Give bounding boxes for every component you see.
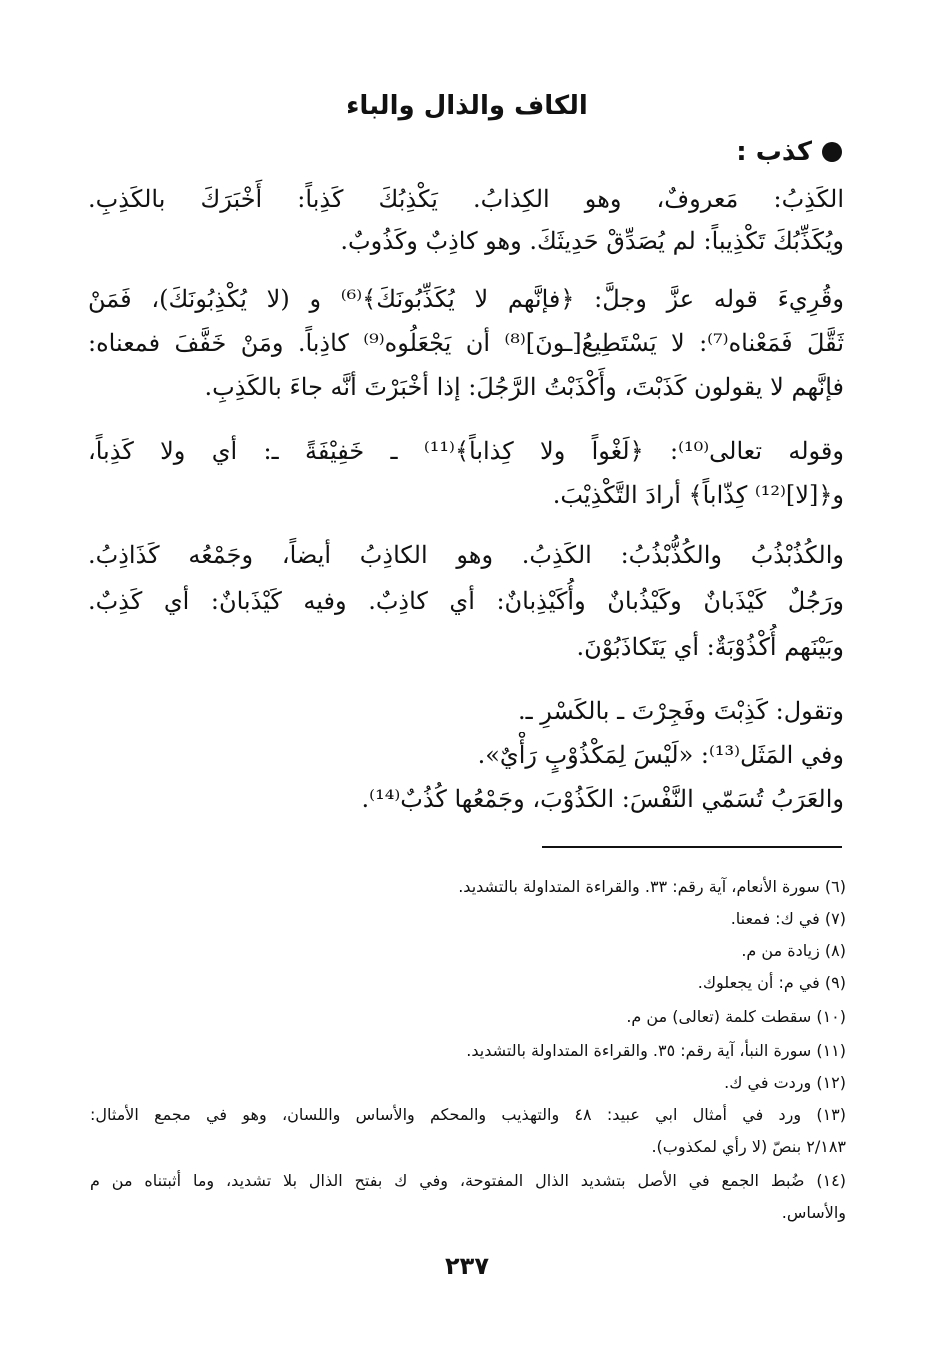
footnote: (٩) في م: أن يجعلوك. xyxy=(697,973,846,992)
body-line: وقوله تعالى⁽¹⁰⁾: ﴿لَغْواً ولا كِذاباً﴾⁽¹¹⁾ ـ خَفِيْفَةً ـ: أي ولا كَذِباً، xyxy=(88,437,844,465)
body-line: وفي المَثَل⁽¹³⁾: «لَيْسَ لِمَكْذُوْبٍ رَأْيٌ». xyxy=(477,741,844,769)
footnote: (٨) زيادة من م. xyxy=(741,941,846,960)
body-line: والكُذُبْذُبُ والكُذُّبْذُبُ: الكَذِبُ. وهو الكاذِبُ أيضاً، وجَمْعُه كَذَاذِبُ. xyxy=(88,541,844,569)
body-line: وتقول: كَذِبْتَ وفَجِرْتَ ـ بالكَسْرِ ـ. xyxy=(517,697,844,725)
footnote: (١٢) وردت في ك. xyxy=(724,1073,846,1092)
page-number: ٢٣٧ xyxy=(445,1252,489,1280)
body-line: ثَقَّلَ فَمَعْناه⁽⁷⁾: لا يَسْتَطِيعُ[ـونَ]⁽⁸⁾ أن يَجْعَلُوه⁽⁹⁾ كاذِباً. ومَنْ خَفَّفَ فمعناه: xyxy=(88,329,844,357)
footnote-continuation: ٢/١٨٣ بنصّ (لا رأي لمكذوب). xyxy=(651,1137,846,1156)
body-line: ورَجُلٌ كَيْذَبانٌ وكَيْذُبانٌ وأُكَيْذِبانٌ: أي كاذِبٌ. وفيه كَيْذَبانٌ: أي كَذِبٌ. xyxy=(88,587,844,615)
bullet-icon xyxy=(822,142,842,162)
entry-headword-text: كذب : xyxy=(736,137,812,167)
footnote: (١٣) ورد في أمثال ابي عبيد: ٤٨ والتهذيب والمحكم والأساس واللسان، وهو في مجمع الأمثال: xyxy=(90,1105,847,1124)
body-line: والعَرَبُ تُسَمّي النَّفْسَ: الكَذُوْبَ، وجَمْعُها كُذُبٌ⁽¹⁴⁾. xyxy=(361,785,844,813)
footnote: (٧) في ك: فمعنا. xyxy=(730,909,846,928)
footnote: (١٠) سقطت كلمة (تعالى) من م. xyxy=(626,1007,846,1026)
footnote: (١١) سورة النبأ، آية رقم: ٣٥. والقراءة المتداولة بالتشديد. xyxy=(466,1041,846,1060)
page-header: الكاف والذال والباء xyxy=(346,91,588,121)
footnote: (٦) سورة الأنعام، آية رقم: ٣٣. والقراءة المتداولة بالتشديد. xyxy=(458,877,846,896)
footnote: (١٤) ضُبط الجمع في الأصل بتشديد الذال المفتوحة، وفي ك بفتح الذال بلا تشديد، وما أثبتناه من م xyxy=(90,1171,846,1190)
body-line: وبَيْنَهم أُكْذُوْبَةٌ: أي يَتَكاذَبُوْنَ. xyxy=(576,633,844,661)
body-line: الكَذِبُ: مَعروفٌ، وهو الكِذابُ. يَكْذِبُكَ كَذِباً: أَخْبَرَكَ بالكَذِبِ. xyxy=(88,185,844,213)
entry-headword xyxy=(736,132,842,172)
body-line: فإنَّهم لا يقولون كَذَبْتَ، وأَكْذَبْتُ الرَّجُلَ: إذا أخْبَرْتَ أنَّه جاءَ بالكَذِبِ. xyxy=(204,373,844,401)
body-line: ويُكَذِّبُكَ تَكْذِيباً: لم يُصَدِّقْ حَدِيثَكَ. وهو كاذِبٌ وكَذُوبٌ. xyxy=(340,227,844,255)
body-line: و﴿[لا]⁽¹²⁾ كِذّاباً﴾ أرادَ التَّكْذِيْبَ. xyxy=(552,481,844,509)
footnote-continuation: والأساس. xyxy=(781,1203,846,1222)
body-line: وقُرِيءَ قوله عزَّ وجلَّ: ﴿فإنَّهم لا يُكَذِّبُونَكَ﴾⁽⁶⁾ و (لا يُكْذِبُونَكَ)، فَمَنْ xyxy=(88,285,844,313)
footnote-separator xyxy=(542,846,842,848)
